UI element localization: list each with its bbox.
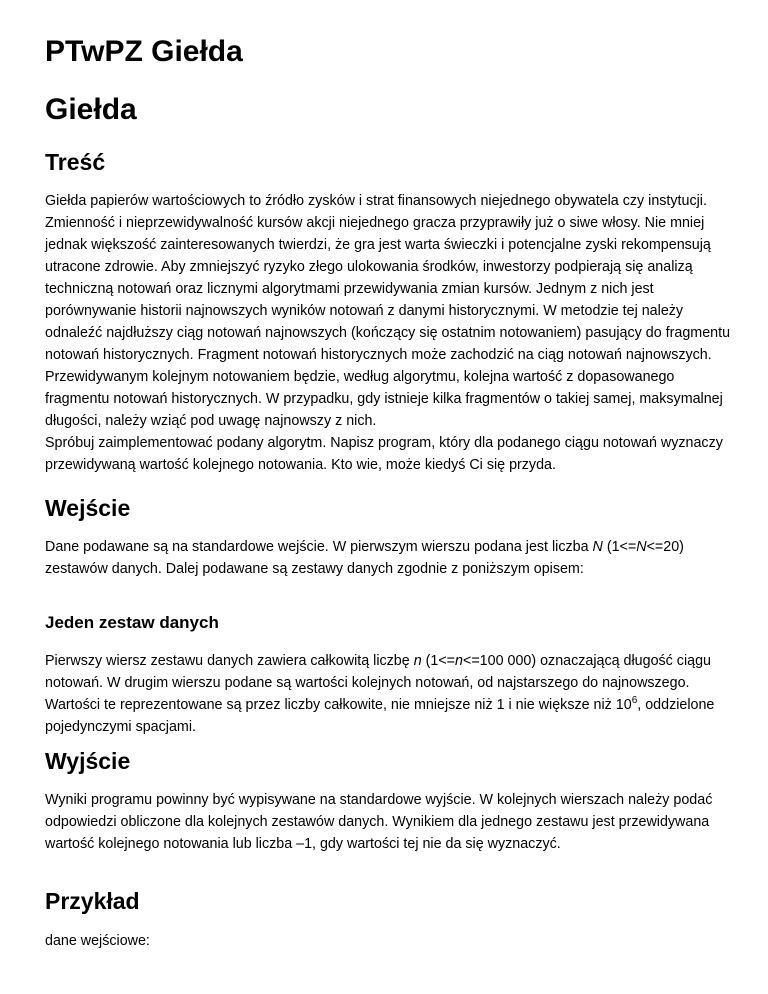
example-heading: Przykład <box>45 888 140 914</box>
var-N: N <box>592 539 603 555</box>
content-paragraph-2: Spróbuj zaimplementować podany algorytm. Napisz program, który dla podanego ciągu notowań wyznaczy przewidywaną wartość kolejnego notowania. Kto wie, może kiedyś Ci się przyda. <box>45 435 723 473</box>
site-title: PTwPZ Giełda <box>45 35 243 68</box>
var-n: n <box>413 653 422 669</box>
content-paragraph-1: Giełda papierów wartościowych to źródło zysków i strat finansowych niejednego obywatela czy instytucji. Zmienność i nieprzewidywalność kursów akcji niejednego gracza przyprawiły już o siwe włosy. Nie mniej jednak większość zainteresowanych twierdzi, że gra jest warta świeczki i potencjalne zyski rekompensują utracone zdrowie. Aby zmniejszyć ryzyko złego ulokowania środków, inwestorzy podpierają się analizą techniczną notowań oraz licznymi algorytmami przewidywania zmian kursów. Jednym z nich jest porównywanie historii najnowszych wyników notowań z danymi historycznymi. W metodzie tej należy odnaleźć najdłuższy ciąg notowań najnowszych (kończący się ostatnim notowaniem) pasujący do fragmentu notowań historycznych. Fragment notowań historycznych może zachodzić na ciąg notowań najnowszych. Przewidywanym kolejnym notowaniem będzie, według algorytmu, kolejna wartość z dopasowanego fragmentu notowań historycznych. W przypadku, gdy istnieje kilka fragmentów o takiej samej, maksymalnej długości, należy wziąć pod uwagę najnowszy z nich. <box>45 193 731 429</box>
var-N: N <box>636 539 647 555</box>
output-paragraph: Wyniki programu powinny być wypisywane na standardowe wyjście. W kolejnych wierszach należy podać odpowiedzi obliczone dla kolejnych zestawów danych. Wynikiem dla jednego zestawu jest przewidywana wartość kolejnego notowania lub liczba –1, gdy wartości tej nie da się wyznaczyć. <box>45 792 713 852</box>
content-heading: Treść <box>45 149 106 175</box>
input-heading: Wejście <box>45 495 131 521</box>
example-input-label: dane wejściowe: <box>45 933 150 949</box>
dataset-subheading: Jeden zestaw danych <box>45 613 219 632</box>
dataset-paragraph: Pierwszy wiersz zestawu danych zawiera całkowitą liczbę n (1<=n<=100 000) oznaczającą długość ciągu notowań. W drugim wierszu podane są wartości kolejnych notowań, od najstarszego do najnowszego. Wartości te reprezentowane są przez liczby całkowite, nie mniejsze niż 1 i nie większe niż $10^6$, oddzielone pojedynczymi spacjami. <box>45 653 715 735</box>
exponent: 6 <box>631 695 638 707</box>
output-heading: Wyjście <box>45 748 131 774</box>
input-paragraph: Dane podawane są na standardowe wejście. W pierwszym wierszu podana jest liczba N (1<=N<=20) zestawów danych. Dalej podawane są zestawy danych zgodnie z poniższym opisem: <box>45 539 684 577</box>
var-n: n <box>455 653 463 669</box>
problem-title: Giełda <box>45 93 137 126</box>
